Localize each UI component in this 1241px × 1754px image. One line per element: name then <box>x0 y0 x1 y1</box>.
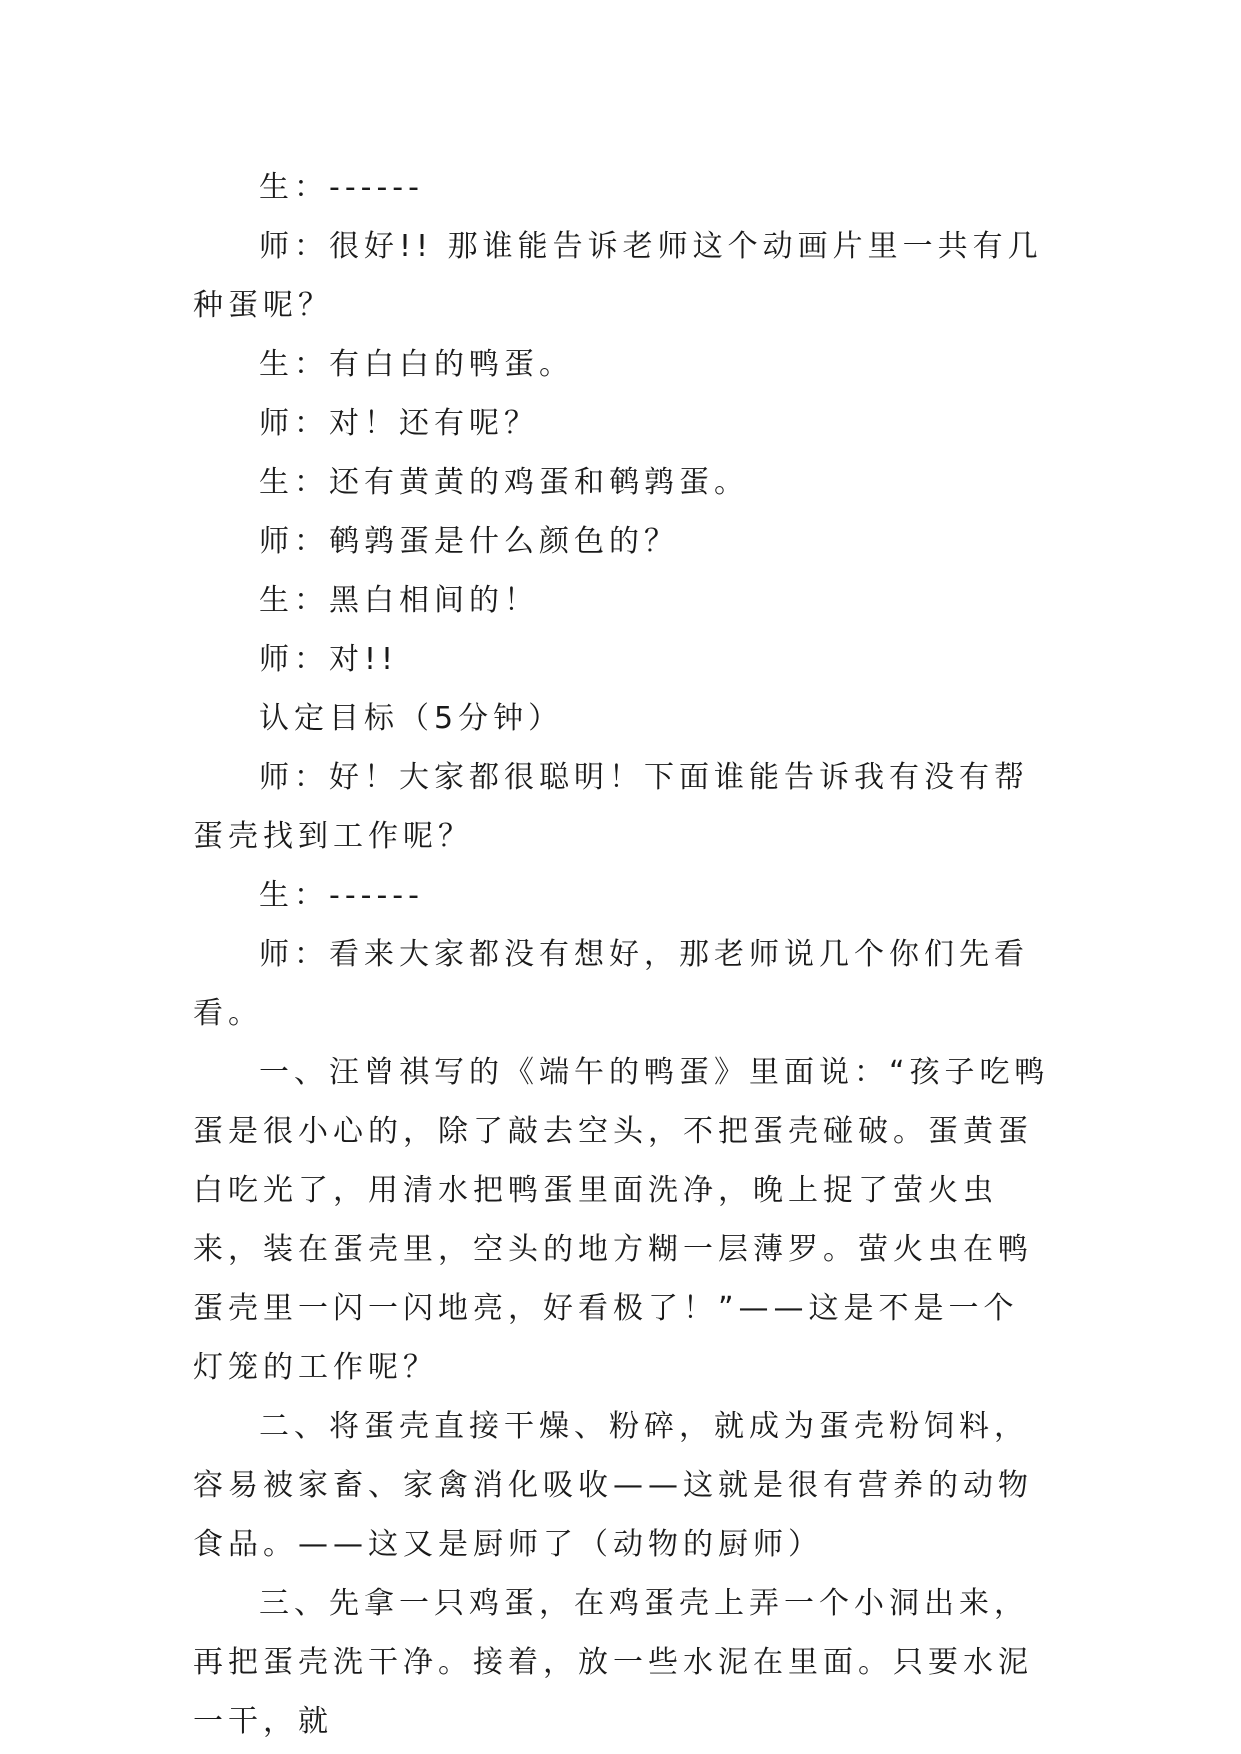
paragraph-teacher-eggshell-job: 师：好！大家都很聪明！下面谁能告诉我有没有帮蛋壳找到工作呢？ <box>193 760 1029 854</box>
section-heading-set-goals: 认定目标（5分钟） <box>259 701 564 736</box>
paragraph-student-reply-2: 生：------ <box>259 878 424 913</box>
paragraph-example-cement: 三、先拿一只鸡蛋，在鸡蛋壳上弄一个小洞出来，再把蛋壳洗干净。接着，放一些水泥在里面。只要水泥一干，就 <box>193 1586 1033 1739</box>
paragraph-teacher-question-eggs: 师：很好!! 那谁能告诉老师这个动画片里一共有几种蛋呢？ <box>193 229 1043 323</box>
paragraph-student-duck-egg: 生：有白白的鸭蛋。 <box>259 347 574 382</box>
paragraph-teacher-quail-color: 师：鹌鹑蛋是什么颜色的？ <box>259 524 679 559</box>
paragraph-teacher-what-else: 师：对！还有呢？ <box>259 406 539 441</box>
paragraph-student-chicken-quail: 生：还有黄黄的鸡蛋和鹌鹑蛋。 <box>259 465 749 500</box>
paragraph-teacher-correct: 师：对!! <box>259 642 399 677</box>
paragraph-example-feed: 二、将蛋壳直接干燥、粉碎，就成为蛋壳粉饲料，容易被家畜、家禽消化吸收——这就是很有营养的动物食品。——这又是厨师了（动物的厨师） <box>193 1409 1033 1562</box>
paragraph-student-black-white: 生：黑白相间的！ <box>259 583 539 618</box>
document-body <box>193 158 1053 1751</box>
paragraph-teacher-examples: 师：看来大家都没有想好，那老师说几个你们先看看。 <box>193 937 1029 1031</box>
paragraph-example-lantern: 一、汪曾祺写的《端午的鸭蛋》里面说：“孩子吃鸭蛋是很小心的，除了敲去空头，不把蛋壳碰破。蛋黄蛋白吃光了，用清水把鸭蛋里面洗净，晚上捉了萤火虫来，装在蛋壳里，空头的地方糊一层薄罗。萤火虫在鸭蛋壳里一闪一闪地亮，好看极了！”——这是不是一个灯笼的工作呢？ <box>193 1055 1050 1385</box>
paragraph-student-reply-1: 生：------ <box>259 170 424 205</box>
